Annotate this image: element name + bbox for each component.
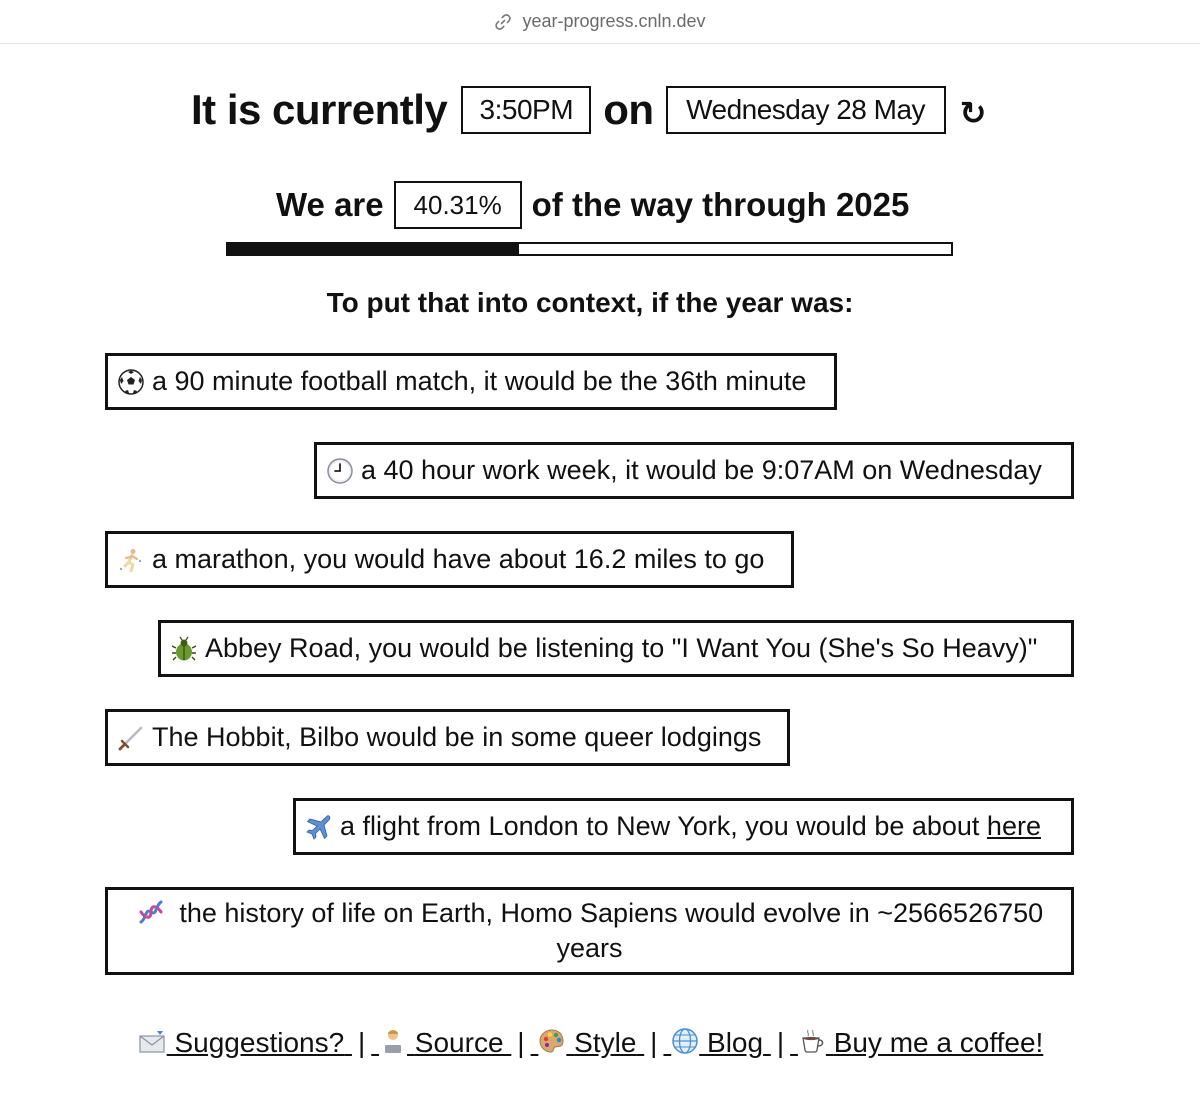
- context-card-flight: [293, 798, 1074, 855]
- headline-prefix: It is currently: [191, 86, 448, 133]
- context-card-football: [105, 353, 837, 410]
- runner-icon: [116, 547, 146, 573]
- context-card-marathon: [105, 531, 794, 588]
- coffee-icon: [798, 1027, 826, 1055]
- context-text: a marathon, you would have about 16.2 miles to go: [152, 544, 765, 574]
- coffee-link[interactable]: [790, 1027, 1043, 1058]
- footer-links: [0, 1027, 1180, 1059]
- progress-sentence: [276, 180, 909, 230]
- context-text-main: a flight from London to New York, you would be about: [340, 811, 987, 841]
- progress-prefix: We are: [276, 186, 384, 223]
- here-link[interactable]: here: [986, 811, 1041, 841]
- dna-icon: [136, 898, 166, 926]
- context-text-wrapper: [116, 896, 1063, 966]
- refresh-icon[interactable]: ↻: [959, 95, 986, 131]
- palette-icon: [538, 1027, 566, 1055]
- context-text: the history of life on Earth, Homo Sapiens would evolve in ~2566526750 years: [179, 898, 1044, 963]
- current-time-headline: [191, 82, 986, 138]
- sword-icon: [116, 725, 146, 751]
- link-icon: [494, 13, 512, 31]
- context-card-abbey-road: [158, 620, 1074, 677]
- source-label: Source: [414, 1027, 504, 1058]
- time-box: 3:50PM: [461, 86, 591, 134]
- blog-link[interactable]: [663, 1027, 770, 1058]
- year-progress-bar: [226, 242, 953, 256]
- year-progress-fill: [228, 244, 519, 254]
- context-card-history-of-life: [105, 887, 1074, 975]
- airplane-icon: [304, 813, 334, 841]
- coffee-label: Buy me a coffee!: [833, 1027, 1044, 1058]
- context-text: a 40 hour work week, it would be 9:07AM on Wednesday: [361, 455, 1042, 485]
- beetle-icon: [169, 636, 199, 662]
- technologist-icon: [379, 1027, 407, 1055]
- context-text: The Hobbit, Bilbo would be in some queer lodgings: [152, 722, 762, 752]
- context-title: To put that into context, if the year was:: [326, 287, 854, 318]
- footer-separator: |: [650, 1027, 658, 1058]
- soccer-ball-icon: [116, 369, 146, 395]
- clock-icon: [325, 458, 355, 484]
- suggestions-link[interactable]: [137, 1027, 352, 1058]
- footer-separator: |: [357, 1027, 366, 1058]
- footer-separator: |: [776, 1027, 785, 1058]
- context-text: a 90 minute football match, it would be the 36th minute: [152, 366, 807, 396]
- envelope-icon: [137, 1029, 167, 1055]
- date-box: Wednesday 28 May: [666, 86, 946, 134]
- style-link[interactable]: [531, 1027, 645, 1058]
- context-text: Abbey Road, you would be listening to "I Want You (She's So Heavy)": [205, 633, 1038, 663]
- progress-suffix: of the way through 2025: [531, 186, 910, 223]
- footer-separator: |: [517, 1027, 525, 1058]
- context-card-work-week: [314, 442, 1074, 499]
- address-bar[interactable]: [0, 0, 1200, 44]
- context-text: [340, 811, 1041, 842]
- globe-icon: [671, 1027, 699, 1055]
- url-text: year-progress.cnln.dev: [522, 11, 706, 31]
- headline-on: on: [603, 86, 654, 133]
- percent-box: 40.31%: [394, 181, 522, 229]
- style-label: Style: [574, 1027, 637, 1058]
- source-link[interactable]: [371, 1027, 511, 1058]
- suggestions-label: Suggestions?: [174, 1027, 345, 1058]
- blog-label: Blog: [707, 1027, 764, 1058]
- context-card-hobbit: [105, 709, 790, 766]
